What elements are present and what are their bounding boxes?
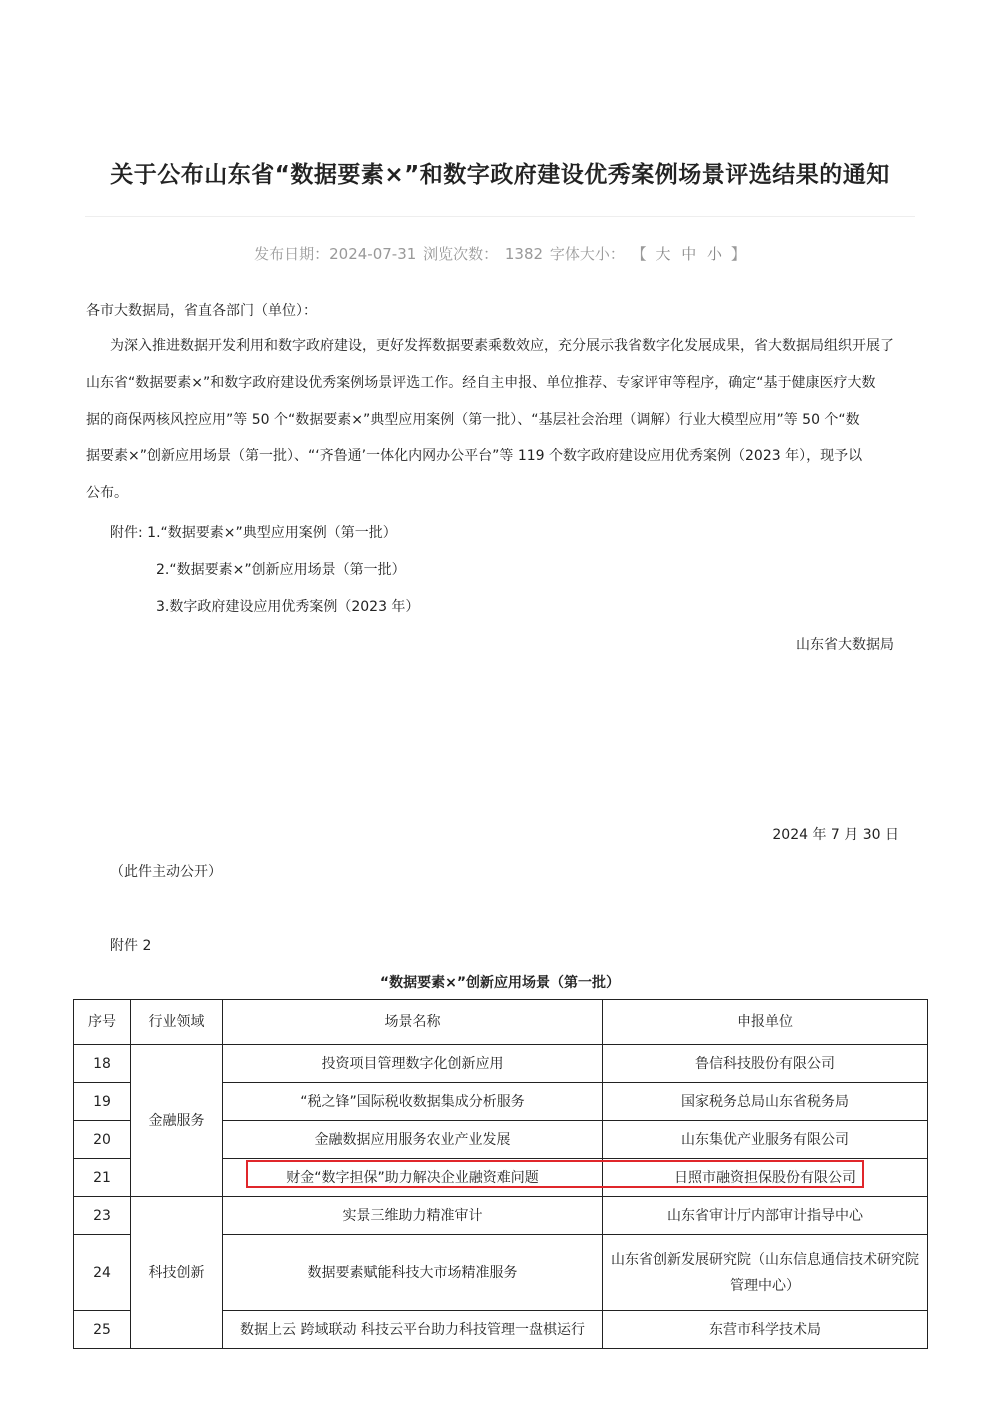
cell-no: 19 (74, 1083, 131, 1121)
font-medium-button[interactable]: 中 (681, 245, 697, 263)
attachment-item-1: 附件: 1.“数据要素×”典型应用案例（第一批） (110, 525, 397, 541)
cell-scene: 金融数据应用服务农业产业发展 (223, 1121, 603, 1159)
cell-scene: “税之锋”国际税收数据集成分析服务 (223, 1083, 603, 1121)
attachment-label: 附件 2 (110, 938, 152, 954)
cell-unit: 国家税务总局山东省税务局 (603, 1083, 928, 1121)
body-line: 山东省“数据要素×”和数字政府建设优秀案例场景评选工作。经自主申报、单位推荐、专家评审等程序，确定“基于健康医疗大数 (86, 374, 876, 391)
cell-no: 23 (74, 1197, 131, 1235)
font-small-button[interactable]: 小 (707, 245, 723, 263)
title-divider (85, 216, 915, 217)
public-note: （此件主动公开） (110, 864, 222, 880)
body-paragraph (86, 336, 916, 520)
cell-unit: 日照市融资担保股份有限公司 (603, 1159, 928, 1197)
cell-unit: 东营市科学技术局 (603, 1311, 928, 1349)
attachment-item-3: 3.数字政府建设应用优秀案例（2023 年） (156, 599, 420, 615)
cell-no: 18 (74, 1045, 131, 1083)
cell-no: 24 (74, 1235, 131, 1311)
font-size-label: 字体大小： (549, 245, 625, 263)
cell-unit-line: 管理中心） (730, 1277, 800, 1294)
publish-date: 发布日期：2024-07-31 (254, 245, 417, 263)
issue-date: 2024 年 7 月 30 日 (772, 827, 899, 843)
page-title: 关于公布山东省“数据要素×”和数字政府建设优秀案例场景评选结果的通知 (110, 162, 890, 188)
bracket-open: 【 (631, 245, 647, 263)
cell-unit-line: 山东省创新发展研究院（山东信息通信技术研究院 (611, 1251, 919, 1268)
views-count: 1382 (504, 245, 544, 263)
cell-scene: 数据要素赋能科技大市场精准服务 (223, 1235, 603, 1311)
cell-domain: 金融服务 (131, 1045, 223, 1197)
table-row (74, 1045, 928, 1083)
header-no: 序号 (74, 1000, 131, 1045)
cases-table (73, 999, 928, 1349)
cell-unit: 鲁信科技股份有限公司 (603, 1045, 928, 1083)
table-header-row (74, 1000, 928, 1045)
header-unit: 申报单位 (603, 1000, 928, 1045)
bracket-close: 】 (730, 245, 746, 263)
cell-scene: 实景三维助力精准审计 (223, 1197, 603, 1235)
cell-unit: 山东集优产业服务有限公司 (603, 1121, 928, 1159)
cell-unit (603, 1235, 928, 1311)
body-line: 据要素×”创新应用场景（第一批）、“‘齐鲁通’一体化内网办公平台”等 119 个数字政府建设应用优秀案例（2023 年），现予以 (86, 448, 863, 465)
cell-no: 20 (74, 1121, 131, 1159)
cell-scene: 财金“数字担保”助力解决企业融资难问题 (223, 1159, 603, 1197)
header-domain: 行业领域 (131, 1000, 223, 1045)
font-large-button[interactable]: 大 (655, 245, 671, 263)
cell-scene: 数据上云 跨域联动 科技云平台助力科技管理一盘棋运行 (223, 1311, 603, 1349)
body-line: 公布。 (86, 485, 128, 502)
cell-no: 21 (74, 1159, 131, 1197)
body-line: 为深入推进数据开发利用和数字政府建设，更好发挥数据要素乘数效应，充分展示我省数字化发展成果，省大数据局组织开展了 (110, 338, 894, 354)
views-label: 浏览次数： (423, 245, 499, 263)
header-scene: 场景名称 (223, 1000, 603, 1045)
article-meta (0, 243, 1000, 264)
cell-domain: 科技创新 (131, 1197, 223, 1349)
salutation: 各市大数据局，省直各部门（单位）： (86, 303, 317, 319)
cell-scene: 投资项目管理数字化创新应用 (223, 1045, 603, 1083)
table-row (74, 1197, 928, 1235)
table-title: “数据要素×”创新应用场景（第一批） (379, 975, 621, 991)
attachment-item-2: 2.“数据要素×”创新应用场景（第一批） (156, 562, 406, 578)
cell-unit: 山东省审计厅内部审计指导中心 (603, 1197, 928, 1235)
issuer-signature: 山东省大数据局 (796, 637, 894, 653)
body-line: 据的商保两核风控应用”等 50 个“数据要素×”典型应用案例（第一批）、“基层社会治理（调解）行业大模型应用”等 50 个“数 (86, 411, 860, 428)
cell-no: 25 (74, 1311, 131, 1349)
